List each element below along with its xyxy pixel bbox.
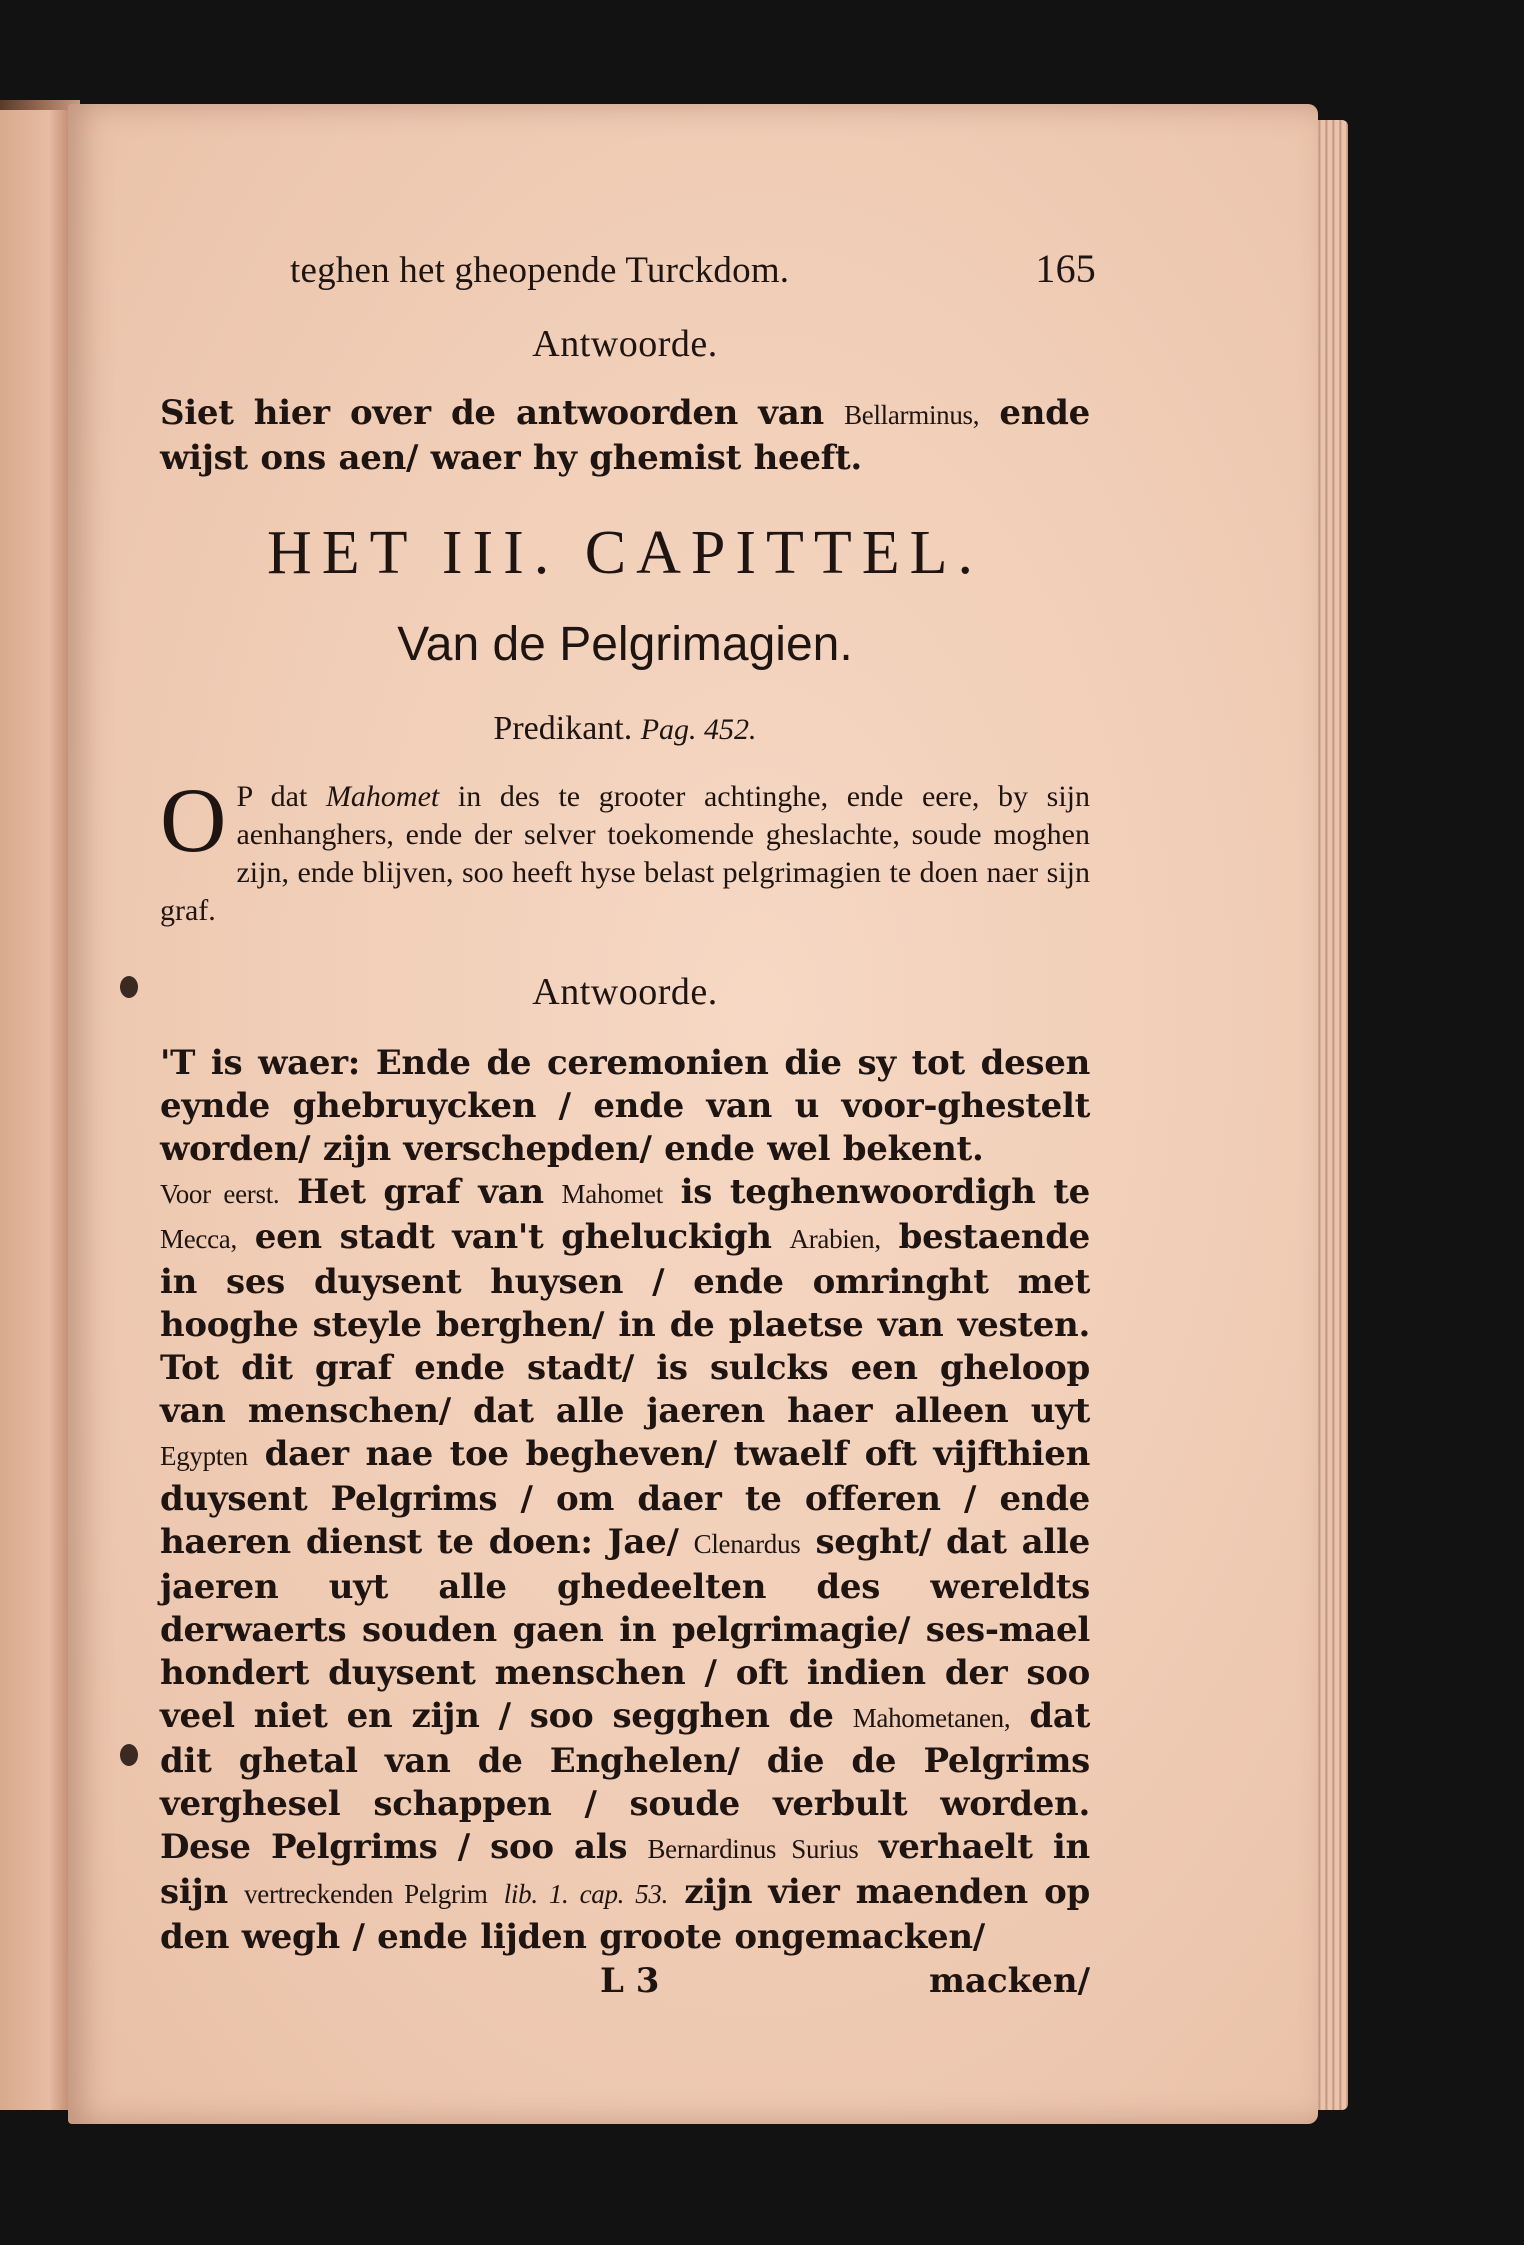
- paragraph-text: in des te grooter achtinghe, ende eere, by sijn aenhanghers, ende der selver toekomende gheslachte, soude moghen zijn, ende blijven, soo heeft hyse belast pelgrimagien te doen naer sijn graf.: [160, 780, 1090, 927]
- drop-cap: O: [160, 769, 227, 871]
- chapter-title: HET III. CAPITTEL.: [266, 519, 984, 587]
- book-title: vertreckenden Pelgrim: [244, 1879, 488, 1909]
- place-name: Mecca,: [160, 1224, 237, 1254]
- predikant-paragraph: [160, 769, 1090, 930]
- place-name: Egypten: [160, 1441, 248, 1471]
- page-reference: Pag. 452.: [640, 713, 757, 746]
- running-title: teghen het gheopende Turckdom.: [290, 250, 790, 291]
- paragraph-text: P dat: [236, 780, 326, 813]
- page-text: [160, 245, 1096, 2001]
- answer-text: Siet hier over de antwoorden van: [160, 393, 824, 433]
- binding-hole: [120, 976, 138, 998]
- binding-hole: [120, 1744, 138, 1766]
- answer-text: 'T is waer: Ende de ceremonien die sy tot desen eynde ghebruycken / ende van u voor-ghestelt worden/ zijn verschepden/ ende wel bekent.: [160, 1043, 1090, 1169]
- answer-text: zijn vier maenden op den wegh / ende lijden groote ongemacken/: [160, 1872, 1090, 1957]
- answer-text: seght/ dat alle jaeren uyt alle ghedeelten des wereldts derwaerts souden gaen in pelgrimagie/ ses-mael hondert duysent menschen / oft indien der soo veel niet en zijn / soo segghen de: [160, 1522, 1090, 1736]
- running-head: [290, 245, 1096, 292]
- group-name: Mahometanen,: [852, 1703, 1011, 1733]
- page-number: 165: [1035, 246, 1096, 291]
- person-name: Bernardinus Surius: [647, 1834, 859, 1864]
- signature-mark: L 3: [600, 1961, 660, 2001]
- answer-heading: Antwoorde.: [532, 323, 718, 365]
- person-name: Mahomet: [325, 780, 440, 813]
- speaker-line: [160, 710, 1090, 748]
- answer-text: ende wijst ons aen/ waer hy ghemist heeft.: [160, 393, 1090, 478]
- person-name: Mahomet: [561, 1179, 663, 1209]
- answer-text: Het graf van: [297, 1172, 544, 1212]
- chapter-subtitle: Van de Pelgrimagien.: [397, 618, 853, 671]
- margin-note: Voor eerst.: [160, 1179, 280, 1209]
- answer-text: daer nae toe begheven/ twaelf oft vijfthien duysent Pelgrims / om daer te offeren / ende haeren dienst te doen: Jae/: [160, 1434, 1090, 1562]
- answer-text: een stadt van't gheluckigh: [254, 1217, 772, 1257]
- answer-paragraph: [160, 392, 1090, 480]
- answer-text: is teghenwoordigh te: [680, 1172, 1090, 1212]
- answer-text: bestaende in ses duysent huysen / ende omringht met hooghe steyle berghen/ in de plaetse van vesten. Tot dit graf ende stadt/ is sulcks een gheloop van menschen/ dat alle jaeren haer alleen uyt: [160, 1217, 1090, 1431]
- answer-heading: Antwoorde.: [532, 971, 718, 1013]
- place-name: Arabien,: [789, 1224, 881, 1254]
- answer-text: verhaelt in sijn: [160, 1827, 1090, 1912]
- catchword: macken/: [928, 1961, 1090, 2001]
- left-page-edge: [0, 110, 70, 2110]
- person-name: Bellarminus,: [844, 400, 980, 430]
- answer-text: dat dit ghetal van de Enghelen/ die de Pelgrims verghesel schappen / soude verbult worden. Dese Pelgrims / soo als: [160, 1696, 1090, 1867]
- answer-paragraph: [160, 1042, 1090, 1959]
- person-name: Clenardus: [693, 1529, 801, 1559]
- page-footer: [160, 1961, 1090, 2001]
- speaker-label: Predikant.: [493, 710, 633, 747]
- citation: lib. 1. cap. 53.: [503, 1879, 669, 1909]
